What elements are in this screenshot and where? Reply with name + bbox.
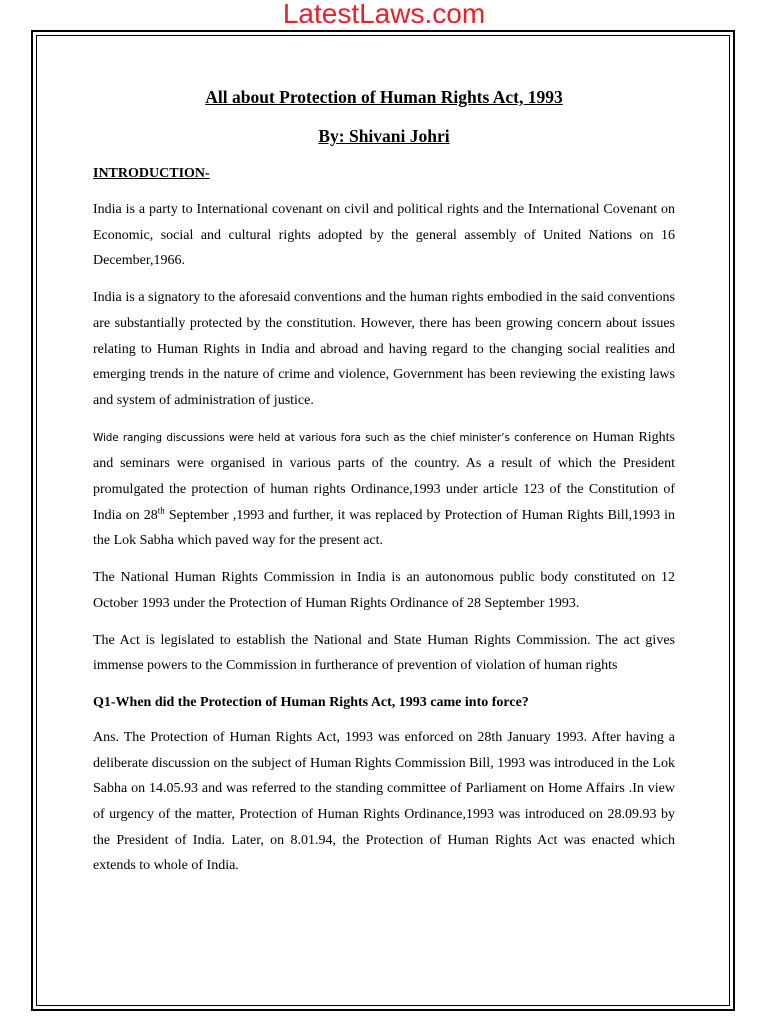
- paragraph-3-superscript: th: [157, 505, 165, 516]
- paragraph-4: The National Human Rights Commission in India is an autonomous public body constituted on 12 October 1993 under the Protection of Human Rights Ordinance of 28 September 1993.: [93, 570, 675, 611]
- paragraph-3-lead: Wide ranging discussions were held at various fora such as the chief minister’s conference on: [93, 431, 588, 444]
- paragraph-5: The Act is legislated to establish the National and State Human Rights Commission. The act gives immense powers to the Commission in furtherance of prevention of violation of human rights: [93, 632, 675, 674]
- document-author: By: Shivani Johri: [318, 126, 450, 146]
- introduction-heading-text: INTRODUCTION-: [93, 166, 210, 181]
- question-1: Q1-When did the Protection of Human Rights Act, 1993 came into force?: [93, 694, 529, 710]
- paragraph-3-part-a: Human Rights and seminars were organised in various parts of the country. As a result of which the President promulgated the protection of human rights Ordinance,1993 under article 123 of the Constitution of India on 28: [93, 429, 676, 523]
- introduction-heading: [93, 164, 675, 184]
- paragraph-3: [93, 425, 675, 555]
- paragraph-2: India is a signatory to the aforesaid conventions and the human rights embodied in the said conventions are substantially protected by the constitution. However, there has been growing concern about issues relating to Human Rights in India and abroad and having regard to the changing social realities and emerging trends in the nature of crime and violence, Government has been reviewing the existing laws and system of administration of justice.: [93, 290, 675, 408]
- document-body: [93, 86, 675, 879]
- site-brand-header: LatestLaws.com: [282, 0, 486, 29]
- document-title: All about Protection of Human Rights Act, 1993: [205, 87, 563, 107]
- paragraph-1: India is a party to International covenant on civil and political rights and the International Covenant on Economic, social and cultural rights adopted by the general assembly of United Nations on 16 December,1966.: [93, 202, 675, 269]
- paragraph-3-part-b: September ,1993 and further, it was replaced by Protection of Human Rights Bill,1993 in the Lok Sabha which paved way for the present act.: [93, 507, 675, 549]
- answer-1: Ans. The Protection of Human Rights Act, 1993 was enforced on 28th January 1993. After having a deliberate discussion on the subject of Human Rights Commission Bill, 1993 was introduced in the Lok Sabha on 14.05.93 and was referred to the standing committee of Parliament on Home Affairs .In view of urgency of the matter, Protection of Human Rights Ordinance,1993 was introduced on 28.09.93 by the President of India. Later, on 8.01.94, the Protection of Human Rights Act was enacted which extends to whole of India.: [93, 729, 675, 874]
